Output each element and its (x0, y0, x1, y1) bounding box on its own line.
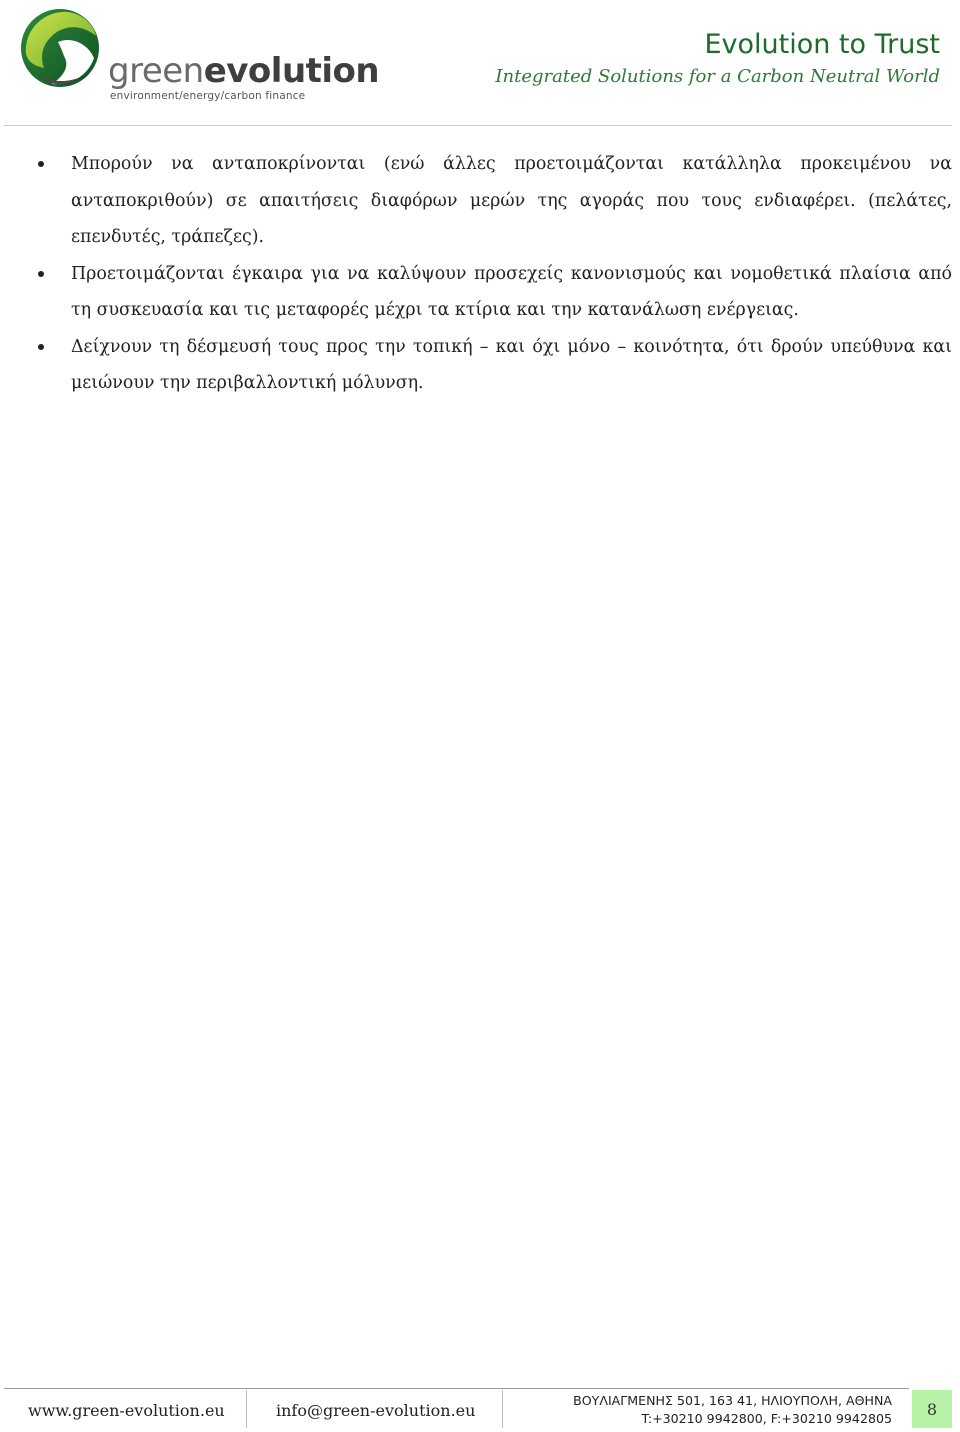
page-footer (0, 1386, 960, 1432)
list-item (30, 256, 952, 329)
logo-word-evolution: evolution (203, 51, 380, 91)
bullet-list (30, 146, 952, 402)
logo-tagline: environment/energy/carbon finance (110, 90, 306, 102)
bullet-text: Προετοιμάζονται έγκαιρα για να καλύψουν προσεχείς κανονισμούς και νομοθετικά πλαίσια από τη συσκευασία και τις μεταφορές μέχρι τα κτίρια και την κατανάλωση ενέργειας. (71, 263, 952, 320)
bullet-text: Δείχνουν τη δέσμευσή τους προς την τοπική – και όχι μόνο – κοινότητα, ότι δρούν υπεύθυνα και μειώνουν την περιβαλλοντική μόλυνση. (71, 336, 952, 393)
logo-wordmark (108, 51, 380, 91)
green-swirl-logo-icon (18, 6, 102, 90)
footer-separator (502, 1390, 503, 1428)
list-item (30, 329, 952, 402)
email-link[interactable]: info@green-evolution.eu (276, 1400, 476, 1420)
page-body (30, 146, 952, 402)
bullet-icon (38, 161, 44, 167)
bullet-icon (38, 271, 44, 277)
website-link[interactable]: www.green-evolution.eu (28, 1400, 225, 1420)
address-line: ΒΟΥΛΙΑΓΜΕΝΗΣ 501, 163 41, ΗΛΙΟΥΠΟΛΗ, ΑΘΗΝΑ (573, 1393, 892, 1408)
header-slogan (495, 30, 940, 87)
header-divider (4, 125, 952, 126)
bullet-text: Μπορούν να ανταποκρίνονται (ενώ άλλες προετοιμάζονται κατάλληλα προκειμένου να ανταποκριθούν) σε απαιτήσεις διαφόρων μερών της αγοράς που τους ενδιαφέρει. (πελάτες, επενδυτές, τράπεζες). (71, 154, 952, 247)
bullet-icon (38, 344, 44, 350)
slogan-subtitle: Integrated Solutions for a Carbon Neutral World (495, 65, 940, 87)
phone-fax-line: T:+30210 9942800, F:+30210 9942805 (641, 1411, 892, 1426)
page-number: 8 (912, 1390, 952, 1428)
footer-divider (4, 1388, 909, 1389)
footer-separator (246, 1390, 247, 1428)
slogan-title: Evolution to Trust (704, 29, 940, 60)
company-logo (18, 6, 380, 102)
contact-address (520, 1390, 892, 1430)
list-item (30, 146, 952, 256)
logo-word-green: green (108, 51, 204, 91)
page-header (0, 0, 960, 126)
